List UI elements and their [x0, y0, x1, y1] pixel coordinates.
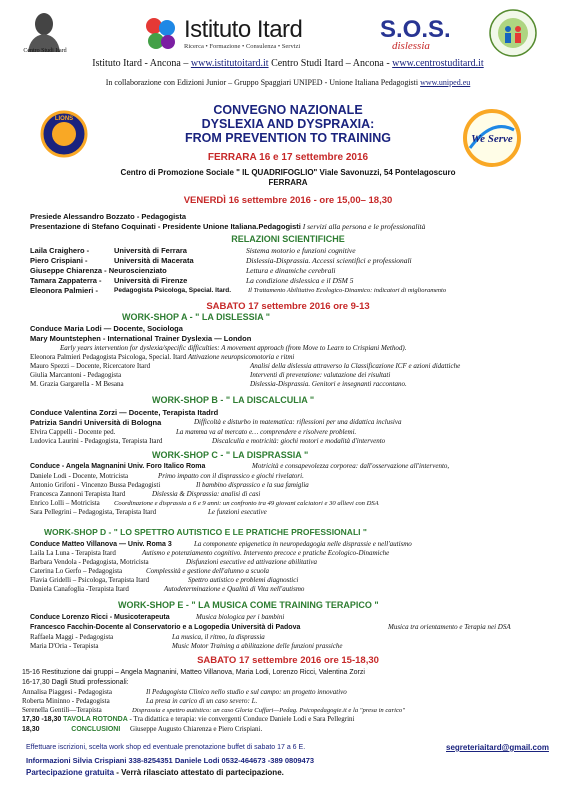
conclusioni-title: CONCLUSIONI — [71, 726, 121, 733]
venue-line1: Centro di Promozione Sociale " IL QUADRIFOGLIO" Viale Savonuzzi, 54 Pontelagoscuro — [120, 168, 456, 177]
ws-speaker: Conduce Lorenzo Ricci - Musicoterapeuta — [30, 614, 170, 621]
ws-speaker: Francesca Zannoni Terapista Itard — [30, 490, 126, 498]
ws-topic: La componente epigenetica in neuropedagogia nelle disprassie e nell'autismo — [194, 540, 412, 548]
sos-title: S.O.S. — [380, 16, 451, 43]
itard-name: Istituto Itard — [184, 16, 303, 43]
istitutoitard-link[interactable]: www.istitutoitard.it — [190, 58, 269, 69]
workshop-a-title: WORK-SHOP A - " LA DISLESSIA " — [122, 312, 271, 322]
ws-line: Mary Mountstephen - International Trainer Dyslexia — London — [30, 334, 252, 343]
we-serve-text: We Serve — [471, 133, 513, 145]
iscrizioni-text: Effettuare iscrizioni, scelta work shop ed eventuale prenotazione buffet di sabato 17 a 6 E. — [26, 744, 306, 751]
talk-topic: Sistema motorio e funzioni cognitive — [246, 246, 356, 255]
workshop-b-title: WORK-SHOP B - " LA DISCALCULIA " — [152, 395, 315, 405]
workshop-d-title: WORK-SHOP D - " LO SPETTRO AUTISTICO E LE PRATICHE PROFESSIONALI " — [44, 527, 367, 537]
ws-speaker: Conduce Matteo Villanova — Univ. Roma 3 — [30, 541, 172, 548]
lions-logo-text: LIONS — [54, 116, 74, 122]
conclusioni-line — [22, 725, 262, 734]
ws-topic: Discalculia e motricità: giochi motori e modalità d'intervento — [212, 437, 386, 445]
talk-topic: Il Trattamento Abilitativo Ecologico-Dinamico: indicatori di miglioramento — [248, 287, 447, 294]
presentazione-topic: I servizi alla persona e le professionalità — [302, 222, 426, 231]
workshop-e-title: WORK-SHOP E - " LA MUSICA COME TRAINING TERAPICO " — [118, 600, 379, 610]
ws-speaker: Francesco Facchin-Docente al Conservatorio e a Logopedia Università di Padova — [30, 624, 301, 631]
ws-speaker: Daniele Lodi - Docente, Motricista — [30, 472, 129, 480]
ws-topic: Musica tra orientamento e Terapia nei DSA — [388, 623, 511, 631]
ws-topic: Coordinazione e disprassia a 6 e 9 anni: un confronto tra 49 giovani calciatori e 30 allievi con DSA — [114, 500, 379, 507]
ws-topic: Le funzioni esecutive — [208, 508, 267, 516]
talk-uni: Pedagogista Psicologa, Special. Itard. — [114, 287, 232, 294]
email-link[interactable]: segreteriaitard@gmail.com — [446, 743, 549, 752]
ws-speaker: Patrizia Sandri Università di Bologna — [30, 418, 162, 427]
convegno-line3: FROM PREVENTION TO TRAINING — [184, 131, 392, 145]
itard-tagline: Ricerca • Formazione • Consulenza • Servizi — [184, 43, 301, 50]
address-line — [0, 58, 576, 69]
ws-line — [30, 353, 294, 362]
talk-name: Eleonora Palmieri - — [30, 286, 98, 295]
ws-topic: Primo impatto con il disprassico e giochi rivelatori. — [158, 472, 304, 480]
ws-speaker: Daniela Canafoglia -Terapista Itard — [30, 585, 129, 593]
ws-topic: Analisi della dislessia attraverso la Classificazione ICF e azioni didattiche — [250, 362, 461, 370]
ws-line: Conduce Valentina Zorzi — Docente, Terapista Itadrd — [30, 408, 219, 417]
tavola-title: TAVOLA ROTONDA — [63, 716, 128, 723]
ws-speaker: Caterina Lo Gerfo – Pedagogista — [30, 567, 123, 575]
ws-speaker: Ludovica Laurini - Pedagogista, Terapista Itard — [30, 437, 163, 445]
partecipazione-line — [26, 768, 284, 777]
friday-label: VENERDÌ 16 settembre 2016 - ore 15,00– 18,30 — [183, 195, 393, 206]
talk-uni: Università di Ferrara — [114, 246, 187, 255]
talk-name: Laila Craighero - — [30, 246, 90, 255]
relazioni-title: RELAZIONI SCIENTIFICHE — [231, 234, 345, 244]
ws-speaker: Sara Pellegrini – Pedagogista, Terapista Itard — [30, 508, 157, 516]
talk-uni: Università di Macerata — [114, 256, 194, 265]
ws-topic: Dislessia-Disprassia. Genitori e insegnanti raccontano. — [250, 380, 407, 388]
ws-topic: Interventi di prevenzione: valutazione dei risultati — [250, 371, 391, 379]
conclusioni-text: Giuseppe Augusto Chiarenza e Piero Crispiani. — [130, 725, 263, 733]
ws-topic: Autismo e potenziamento cognitivo. Intervento precoce e pratiche Ecologico-Dinamiche — [142, 549, 390, 557]
afternoon-line: 15-16 Restituzione dai gruppi – Angela Magnanini, Matteo Villanova, Maria Lodi, Lorenzo Ricci, Valentina Zorzi — [22, 669, 365, 676]
sos-subtitle: dislessia — [392, 40, 430, 52]
ws-topic: Motricità e consapevolezza corporea: dall'osservazione all'intervento, — [252, 462, 450, 470]
talk-name: Giuseppe Chiarenza - Neuroscienziato — [30, 266, 167, 275]
tavola-text: - Tra didattica e terapia: vie convergenti Conduce Daniele Lodi e Sara Pellegrini — [127, 715, 355, 723]
attestato-text: - Verrà rilasciato attestato di partecipazione. — [114, 768, 284, 777]
partecipazione-gratuita: Partecipazione gratuita — [26, 768, 115, 777]
convegno-title: CONVEGNO NAZIONALE — [213, 103, 363, 117]
presentazione-name: Presentazione di Stefano Coquinati - Presidente Unione Italiana.Pedagogisti — [30, 222, 301, 231]
ws-speaker: Flavia Gridelli – Psicologa, Terapista Itard — [30, 576, 150, 584]
centro-studi-caption: Centro Studi Itard — [23, 48, 67, 54]
ws-topic: Difficoltà e disturbo in matematica: riflessioni per una didattica inclusiva — [194, 418, 402, 426]
ws-speaker: Maria D'Oria - Terapista — [30, 642, 99, 650]
afternoon-speaker: Annalisa Piaggesi - Pedagogista — [22, 688, 113, 696]
uniped-link[interactable]: www.uniped.eu — [420, 78, 471, 87]
saturday-label: SABATO 17 settembre 2016 ore 9-13 — [206, 301, 370, 312]
ws-line: Conduce Maria Lodi — Docente, Sociologa — [30, 324, 183, 333]
ws-line-topic: Early years intervention for dyslexia/specific difficulties: A movement approach (from Move to Learn to Crispiani Method). — [60, 344, 407, 352]
address-part2: Centro Studi Itard – Ancona - — [271, 58, 390, 69]
afternoon-label: SABATO 17 settembre 2016 ore 15-18,30 — [197, 655, 379, 666]
ws-speaker: Barbara Vendola - Pedagogista, Motricista — [30, 558, 149, 566]
topic: Attivazione neuropsicomotoria e ritmi — [187, 353, 295, 361]
friday-presentazione — [30, 222, 425, 231]
afternoon-speaker: Roberta Mininno - Pedagogista — [22, 697, 110, 705]
ws-speaker: Giulia Marcantoni - Pedagogista — [30, 371, 122, 379]
afternoon-topic: La presa in carico di un caso severo: L. — [146, 697, 258, 705]
ws-speaker: Mauro Spezzi – Docente, Ricercatore Itard — [30, 362, 151, 370]
ws-topic: Spettro autistico e problemi diagnostici — [188, 576, 299, 584]
ws-topic: La musica, il ritmo, la disprassia — [172, 633, 265, 641]
talk-name: Piero Crispiani - — [30, 256, 88, 265]
ws-topic: Autodeterminazione e Qualità di Vita nell'autismo — [164, 585, 305, 593]
talk-uni: Università di Firenze — [114, 276, 188, 285]
collab-text: In collaborazione con Edizioni Junior – Gruppo Spaggiari UNIPED - Unione Italiana Pedagogisti — [105, 78, 419, 87]
ws-speaker: Laila La Luna - Terapista Itard — [30, 549, 116, 557]
talk-topic: La condizione dislessica e il DSM 5 — [246, 276, 354, 285]
ws-topic: Disfunzioni esecutive ed attivazione abilitativa — [186, 558, 318, 566]
convegno-line2: DYSLEXIA AND DYSPRAXIA: — [201, 117, 375, 131]
ws-speaker: Elvira Cappelli - Docente ped. — [30, 428, 116, 436]
ws-topic: Complessità e gestione dell'alunno a scuola — [146, 567, 270, 575]
centrostuditard-link[interactable]: www.centrostuditard.it — [392, 58, 484, 69]
collaboration-line — [0, 78, 576, 87]
address-part1: Istituto Itard - Ancona – — [92, 58, 189, 69]
ws-speaker: M. Grazia Gargarella - M Besana — [30, 380, 124, 388]
workshop-c-title: WORK-SHOP C - " LA DISPRASSIA " — [152, 450, 309, 460]
convegno-dates: FERRARA 16 e 17 settembre 2016 — [207, 152, 369, 163]
talk-topic: Lettura e dinamiche cerebrali — [246, 266, 336, 275]
ws-topic: La mamma va al mercato e… comprendere e risolvere problemi. — [176, 428, 357, 436]
ws-speaker: Enrico Lolli – Motricista — [30, 499, 100, 507]
itard-bust-logo — [14, 6, 74, 54]
talk-name: Tamara Zappaterra - — [30, 276, 102, 285]
conclusioni-time: 18,30 — [22, 726, 40, 733]
ws-topic: Musica biologica per i bambini — [196, 613, 285, 621]
ws-speaker: Antonio Grifoni - Vincenzo Bussa Pedagogisti — [30, 481, 161, 489]
ws-speaker: Conduce - Angela Magnanini Univ. Foro Italico Roma — [30, 463, 206, 470]
ws-topic: Music Motor Training a abilitazione delle funzioni prassiche — [172, 642, 343, 650]
venue-line2: FERRARA — [268, 178, 308, 187]
ws-topic: Dislessia & Disprassia: analisi di casi — [152, 490, 261, 498]
afternoon-topic: Il Pedagogista Clinico nello studio e sul campo: un progetto innovativo — [146, 688, 347, 696]
uniped-logo-icon — [488, 8, 538, 58]
speaker: Eleonora Palmieri Pedagogista Psicologa, Special. Itard — [30, 353, 187, 361]
itard-mark-icon — [140, 16, 180, 52]
tavola-time: 17,30 -18,30 — [22, 716, 62, 723]
ws-speaker: Raffaela Maggi - Pedagogista — [30, 633, 114, 641]
friday-preside: Presiede Alessandro Bozzato - Pedagogista — [30, 212, 187, 221]
afternoon-topic: Disprassia e spettro autistico: un caso Gloria Cuffari—Pedag. Psicopedagogie.it e la "presa in carico" — [132, 707, 405, 714]
afternoon-speaker: Serenella Gentili—Terapista — [22, 706, 102, 714]
afternoon-line: 16-17,30 Dagli Studi professionali: — [22, 679, 129, 686]
tavola-rotonda-line — [22, 715, 354, 724]
talk-topic: Dislessia-Disprassia. Accessi scientifici e professionali — [246, 256, 412, 265]
info-text: Informazioni Silvia Crispiani 338-8254351 Daniele Lodi 0532-464673 -389 0809473 — [26, 756, 315, 765]
ws-topic: Il bambino disprassico e la sua famiglia — [196, 481, 309, 489]
